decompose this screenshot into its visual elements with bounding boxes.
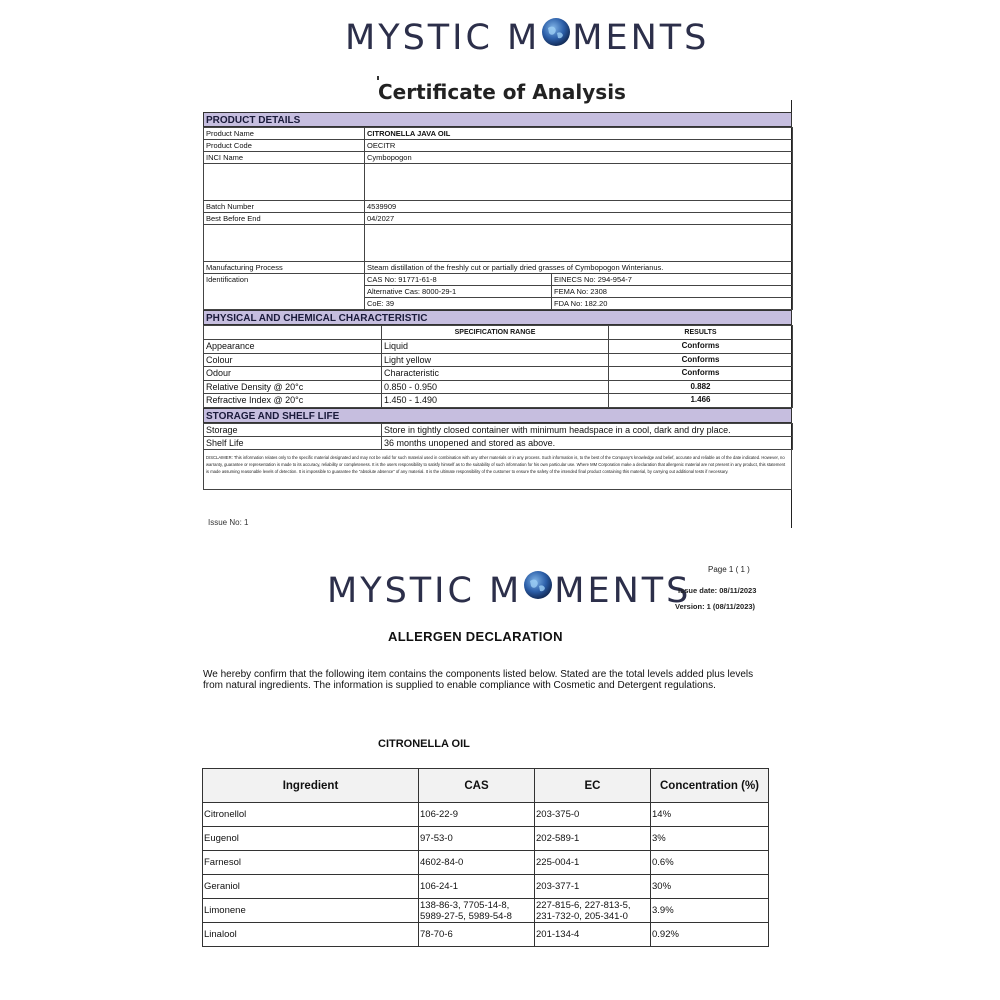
- concentration-value: 3%: [651, 827, 769, 851]
- result-value: Conforms: [609, 353, 793, 367]
- allergen-table: [202, 768, 769, 947]
- disclaimer-text: DISCLAIMER: This information relates only to the specific material designated and may not be valid for such material used in combination with any other materials or in any process. Such information is, to the best of the Company's knowledge and belief, accurate and reliable as of the date indicated. However, no warranty, guarantee or representation is made to its accuracy, reliability or completeness. It is the users responsibility to satisfy himself as to the suitability of such information for his own particular use. Where MM Corporation make a declaration that allergenic material are not present in any product, this statement is made assuming reasonable levels of detection. It is impossible to guarantee the "absolute absence" of any material. It is the ultimate responsibility of the customer to ensure the safety of the intended final product containing this material, by carrying out additional tests if necessary.: [203, 450, 792, 490]
- result-value: Conforms: [609, 367, 793, 381]
- table-row: [204, 436, 793, 449]
- storage-value: Store in tightly closed container with minimum headspace in a cool, dark and dry place.: [382, 423, 793, 436]
- physical-table: [203, 325, 793, 408]
- concentration-value: 14%: [651, 803, 769, 827]
- header-spec: SPECIFICATION RANGE: [382, 326, 609, 340]
- header-cas: CAS: [419, 769, 535, 803]
- table-row: [204, 213, 793, 225]
- concentration-value: 3.9%: [651, 899, 769, 923]
- table-row-blank: [204, 164, 793, 201]
- table-row-blank: [204, 225, 793, 262]
- ingredient-name: Geraniol: [203, 875, 419, 899]
- concentration-value: 0.6%: [651, 851, 769, 875]
- allergen-rows: [203, 803, 769, 947]
- coe-value: CoE: 39: [365, 298, 552, 310]
- ec-numbers: [535, 899, 651, 923]
- property-name: Colour: [204, 353, 382, 367]
- ec-line-2: 231-732-0, 205-341-0: [536, 910, 628, 922]
- property-name: Appearance: [204, 340, 382, 354]
- cas-value: CAS No: 91771-61-8: [365, 274, 552, 286]
- cas-number: 4602-84-0: [419, 851, 535, 875]
- table-row: [204, 367, 793, 381]
- row-label: Storage: [204, 423, 382, 436]
- einecs-value: EINECS No: 294-954-7: [552, 274, 793, 286]
- row-label: Product Name: [204, 128, 365, 140]
- cas-number: 78-70-6: [419, 923, 535, 947]
- coa-document: [203, 112, 792, 490]
- fda-value: FDA No: 182.20: [552, 298, 793, 310]
- ec-number: 203-375-0: [535, 803, 651, 827]
- product-name-value: CITRONELLA JAVA OIL: [365, 128, 793, 140]
- ec-number: 202-589-1: [535, 827, 651, 851]
- result-value: 1.466: [609, 394, 793, 408]
- row-label: Product Code: [204, 140, 365, 152]
- physical-rows: [204, 340, 793, 408]
- spec-range: Characteristic: [382, 367, 609, 381]
- table-header-row: [204, 326, 793, 340]
- ec-number: 225-004-1: [535, 851, 651, 875]
- brand-logo: [345, 18, 709, 60]
- ingredient-name: Citronellol: [203, 803, 419, 827]
- table-row: [204, 394, 793, 408]
- inci-name-value: Cymbopogon: [365, 152, 793, 164]
- result-value: 0.882: [609, 380, 793, 394]
- logo-text-start: MYSTIC M: [327, 571, 523, 611]
- issue-number: Issue No: 1: [208, 518, 249, 527]
- table-row: [204, 380, 793, 394]
- cas-number: 106-24-1: [419, 875, 535, 899]
- cas-number: 106-22-9: [419, 803, 535, 827]
- row-label: Best Before End: [204, 213, 365, 225]
- issue-date: Issue date: 08/11/2023: [678, 586, 757, 595]
- ec-line-1: 227-815-6, 227-813-5,: [536, 899, 631, 911]
- table-row: [203, 899, 769, 923]
- alt-cas-value: Alternative Cas: 8000-29-1: [365, 286, 552, 298]
- concentration-value: 0.92%: [651, 923, 769, 947]
- section-storage: STORAGE AND SHELF LIFE: [203, 408, 792, 423]
- row-label: Identification: [204, 274, 365, 310]
- page-number: Page 1 ( 1 ): [708, 565, 750, 574]
- logo-text-end: MENTS: [554, 571, 692, 611]
- logo-text-start: MYSTIC M: [345, 18, 541, 58]
- brand-logo: [327, 571, 691, 613]
- table-row: [203, 803, 769, 827]
- table-row: [203, 827, 769, 851]
- spec-range: 0.850 - 0.950: [382, 380, 609, 394]
- intro-paragraph: We hereby confirm that the following item contains the components listed below. Stated are the total levels added plus levels from natural ingredients. The information is supplied to enable compliance with Cosmetic and Detergent regulations.: [203, 669, 754, 691]
- table-row: [204, 340, 793, 354]
- table-row: [203, 875, 769, 899]
- header-concentration: Concentration (%): [651, 769, 769, 803]
- ingredient-name: Eugenol: [203, 827, 419, 851]
- spec-range: 1.450 - 1.490: [382, 394, 609, 408]
- fema-value: FEMA No: 2308: [552, 286, 793, 298]
- property-name: Relative Density @ 20°c: [204, 380, 382, 394]
- ingredient-name: Linalool: [203, 923, 419, 947]
- best-before-value: 04/2027: [365, 213, 793, 225]
- batch-number-value: 4539909: [365, 201, 793, 213]
- table-row: [204, 152, 793, 164]
- manufacturing-value: Steam distillation of the freshly cut or partially dried grasses of Cymbopogon Winterianus.: [365, 262, 793, 274]
- globe-icon: [540, 16, 572, 57]
- property-name: Odour: [204, 367, 382, 381]
- version-label: Version: 1 (08/11/2023): [675, 602, 756, 611]
- table-row: [204, 262, 793, 274]
- table-row: [204, 128, 793, 140]
- property-name: Refractive Index @ 20°c: [204, 394, 382, 408]
- ingredient-name: Farnesol: [203, 851, 419, 875]
- globe-icon: [522, 569, 554, 610]
- table-row: [204, 201, 793, 213]
- shelf-life-value: 36 months unopened and stored as above.: [382, 436, 793, 449]
- header-ingredient: Ingredient: [203, 769, 419, 803]
- header-ec: EC: [535, 769, 651, 803]
- cas-number: 97-53-0: [419, 827, 535, 851]
- concentration-value: 30%: [651, 875, 769, 899]
- storage-table: [203, 423, 793, 450]
- section-product-details: PRODUCT DETAILS: [203, 112, 792, 127]
- cas-numbers: [419, 899, 535, 923]
- product-code-value: OECITR: [365, 140, 793, 152]
- row-label: Manufacturing Process: [204, 262, 365, 274]
- result-value: Conforms: [609, 340, 793, 354]
- ec-number: 203-377-1: [535, 875, 651, 899]
- logo-text-end: MENTS: [572, 18, 710, 58]
- allergen-title: ALLERGEN DECLARATION: [388, 629, 563, 644]
- cas-line-2: 5989-27-5, 5989-54-8: [420, 910, 512, 922]
- table-row: [203, 923, 769, 947]
- spec-range: Light yellow: [382, 353, 609, 367]
- ec-number: 201-134-4: [535, 923, 651, 947]
- coa-title: Certificate of Analysis: [378, 80, 626, 104]
- row-label: INCI Name: [204, 152, 365, 164]
- oil-name-heading: CITRONELLA OIL: [378, 738, 470, 750]
- cas-line-1: 138-86-3, 7705-14-8,: [420, 899, 510, 911]
- row-label: Shelf Life: [204, 436, 382, 449]
- table-header-row: [203, 769, 769, 803]
- table-row: [203, 851, 769, 875]
- table-row: [204, 423, 793, 436]
- header-blank: [204, 326, 382, 340]
- header-results: RESULTS: [609, 326, 793, 340]
- table-row: [204, 140, 793, 152]
- ingredient-name: Limonene: [203, 899, 419, 923]
- product-details-table: [203, 127, 793, 310]
- table-row: [204, 353, 793, 367]
- spec-range: Liquid: [382, 340, 609, 354]
- section-physical-chemical: PHYSICAL AND CHEMICAL CHARACTERISTIC: [203, 310, 792, 325]
- row-label: Batch Number: [204, 201, 365, 213]
- table-row: [204, 274, 793, 286]
